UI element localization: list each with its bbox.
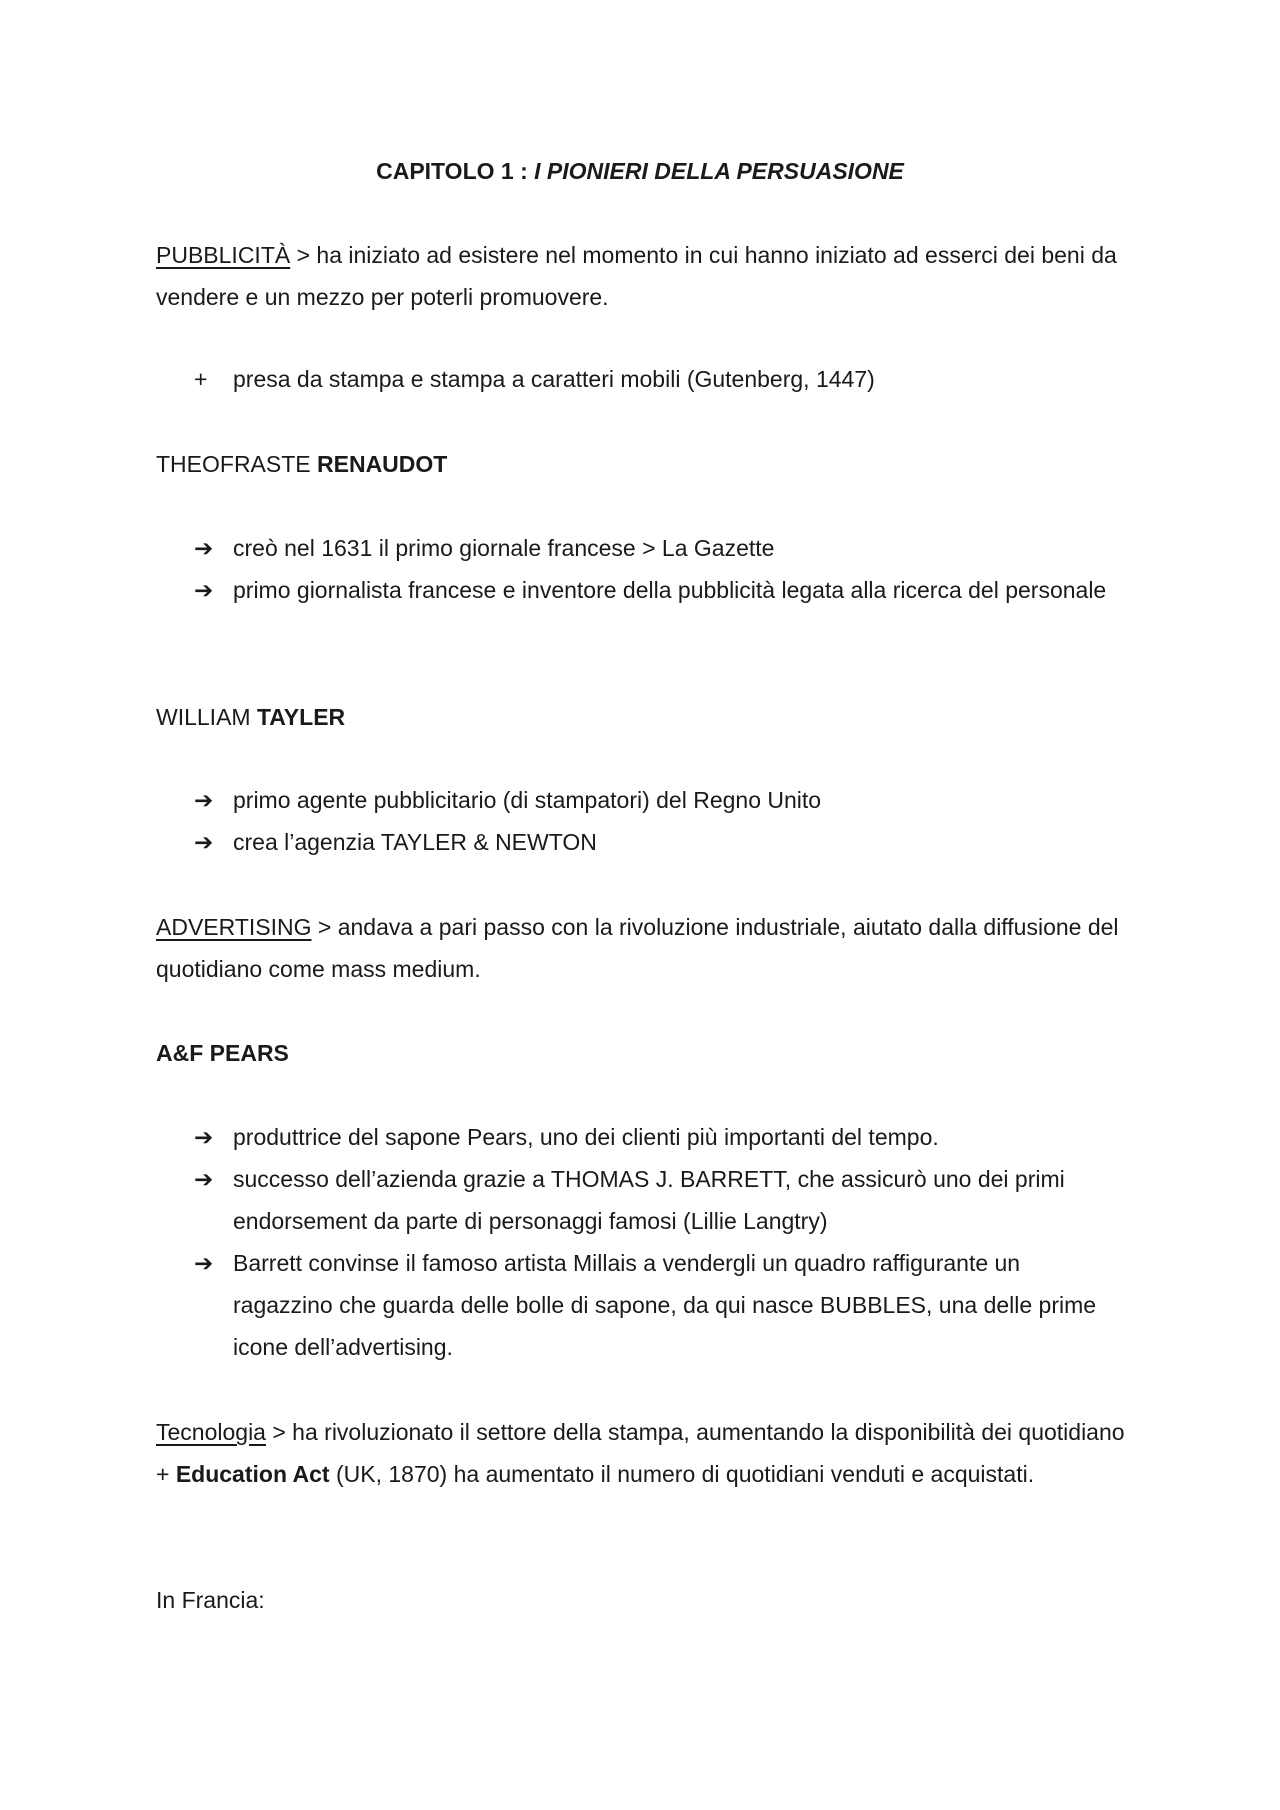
tayler-heading xyxy=(156,696,1126,738)
list-item xyxy=(156,821,1126,863)
list-item xyxy=(156,1242,1126,1368)
arrow-icon: ➔ xyxy=(194,829,214,855)
arrow-icon: ➔ xyxy=(194,787,214,813)
pubblicita-term: PUBBLICITÀ xyxy=(156,242,291,268)
list-item xyxy=(156,1116,1126,1158)
page-title xyxy=(0,155,1280,187)
list-item xyxy=(156,779,1126,821)
list-item xyxy=(156,569,1126,611)
list-item-text: primo agente pubblicitario (di stampatori) del Regno Unito xyxy=(233,787,822,813)
arrow-icon: ➔ xyxy=(194,535,214,561)
tecnologia-text2: (UK, 1870) ha aumentato il numero di quotidiani venduti e acquistati. xyxy=(329,1461,1035,1487)
advertising-term: ADVERTISING xyxy=(156,914,312,940)
education-act: Education Act xyxy=(175,1461,330,1487)
list-item-text: Barrett convinse il famoso artista Millais a vendergli un quadro raffigurante un ragazzino che guarda delle bolle di sapone, da qui nasce BUBBLES, una delle prime icone dell’advertising. xyxy=(233,1250,1097,1360)
arrow-icon: ➔ xyxy=(194,1124,214,1150)
renaudot-first: THEOFRASTE xyxy=(156,451,318,477)
title-italic: I PIONIERI DELLA PERSUASIONE xyxy=(534,158,904,184)
list-item-text: creò nel 1631 il primo giornale francese > La Gazette xyxy=(233,535,775,561)
francia-heading xyxy=(156,1579,1126,1621)
tayler-first: WILLIAM xyxy=(156,704,257,730)
title-prefix: CAPITOLO 1 : xyxy=(376,158,535,184)
advertising-text: > andava a pari passo con la rivoluzione industriale, aiutato dalla diffusione del quotidiano come mass medium. xyxy=(156,914,1119,982)
arrow-icon: ➔ xyxy=(194,1250,214,1276)
list-item xyxy=(156,527,1126,569)
pears-heading-text: A&F PEARS xyxy=(156,1040,289,1066)
tecnologia-text1: > ha rivoluzionato il settore della stampa, aumentando la disponibilità dei quotidiano + xyxy=(156,1419,1125,1487)
pubblicita-text: > ha iniziato ad esistere nel momento in cui hanno iniziato ad esserci dei beni da vendere e un mezzo per poterli promuovere. xyxy=(156,242,1117,310)
tecnologia-term: Tecnologia xyxy=(156,1419,266,1445)
tayler-last: TAYLER xyxy=(256,704,346,730)
list-item-text: successo dell’azienda grazie a THOMAS J. BARRETT, che assicurò uno dei primi endorsement da parte di personaggi famosi (Lillie Langtry) xyxy=(233,1166,1065,1234)
tecnologia-paragraph xyxy=(156,1411,1126,1495)
renaudot-last: RENAUDOT xyxy=(317,451,448,477)
plus-item xyxy=(156,358,1126,400)
francia-text: In Francia: xyxy=(156,1587,265,1613)
list-item xyxy=(156,1158,1126,1242)
plus-icon: + xyxy=(194,366,208,392)
pubblicita-paragraph xyxy=(156,234,1126,318)
renaudot-heading xyxy=(156,443,1126,485)
arrow-icon: ➔ xyxy=(194,1166,214,1192)
plus-item-text: presa da stampa e stampa a caratteri mobili (Gutenberg, 1447) xyxy=(233,366,875,392)
list-item-text: produttrice del sapone Pears, uno dei clienti più importanti del tempo. xyxy=(233,1124,939,1150)
pears-heading xyxy=(156,1032,1126,1074)
list-item-text: primo giornalista francese e inventore della pubblicità legata alla ricerca del personale xyxy=(233,577,1107,603)
list-item-text: crea l’agenzia TAYLER & NEWTON xyxy=(233,829,597,855)
advertising-paragraph xyxy=(156,906,1126,990)
arrow-icon: ➔ xyxy=(194,577,214,603)
